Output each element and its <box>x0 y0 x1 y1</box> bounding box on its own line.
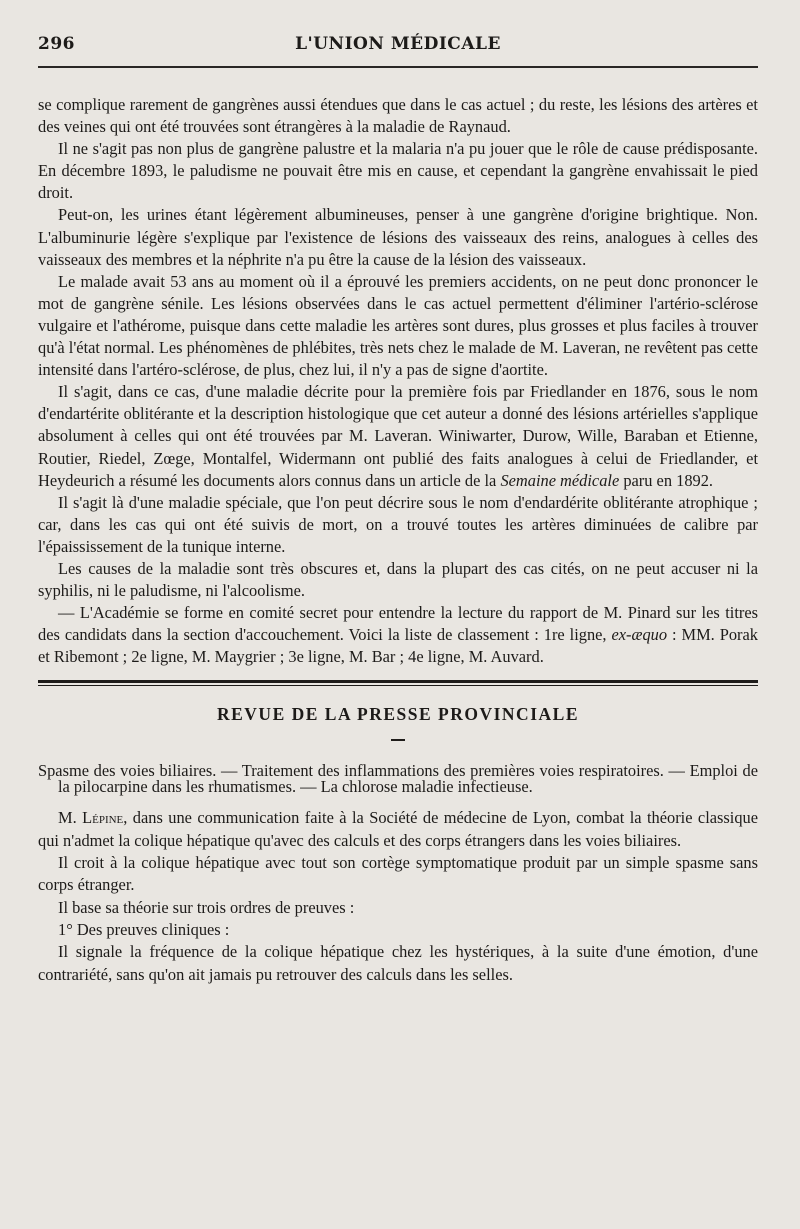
rank-3: 3e <box>288 647 304 667</box>
paragraph: Il ne s'agit pas non plus de gangrène palustre et la malaria n'a pu jouer que le rôle de cause prédisposante. En décembre 1893, le paludisme ne pouvait être mis en cause, et cependant la gangrène envahissait le pied droit. <box>38 139 758 203</box>
rank-text: : MM. Porak et Ribemont ; <box>38 625 758 667</box>
rank-text: ligne, <box>564 625 612 645</box>
paragraph <box>38 602 758 668</box>
paragraph: Les causes de la maladie sont très obscures et, dans la plupart des cas cités, on ne peut accuser ni la syphilis, ni le paludisme, ni l'alcoolisme. <box>38 558 758 601</box>
paragraph: Le malade avait 53 ans au moment où il a éprouvé les premiers accidents, on ne peut donc prononcer le mot de gangrène sénile. Les lésions observées dans le cas actuel permettent d'éliminer l'artério-sclérose vulgaire et l'athérome, puisque dans cette maladie les artères sont dures, plus grosses et plus faciles à trouver qu'à l'état normal. Les phénomènes de phlébites, très nets chez le malade de M. Laveran, ne revêtent pas cette intensité dans l'artéro-sclérose, de plus, chez lui, il n'y a pas de signe d'aortite. <box>38 271 758 380</box>
running-head <box>38 30 758 60</box>
journal-reference: Semaine médicale <box>500 470 620 490</box>
rank-1: 1re <box>543 625 565 645</box>
section-title: REVUE DE LA PRESSE PROVINCIALE <box>216 704 579 725</box>
rank-text: ligne, M. Bar ; <box>303 647 409 667</box>
rank-text: ligne, M. Maygrier ; <box>146 647 289 667</box>
page-number: 296 <box>38 34 75 54</box>
paragraph: Il base sa théorie sur trois ordres de preuves : <box>58 897 355 917</box>
article-continued <box>38 94 758 668</box>
paragraph-text: Il s'agit, dans ce cas, d'une maladie décrite pour la première fois par Friedlander en 1876, sous le nom d'endartérite oblitérante et la description histologique que cet auteur a donné des lésions artérielles s'applique absolument à celles qui ont été trouvées par M. Laveran. Winiwarter, Durow, Wille, Baraban et Etienne, Routier, Riedel, Zœge, Montalfel, Widermann ont publié des faits analogues à celui de Friedlander, et Heydeurich a résumé les documents alors connus dans un article de la <box>38 382 758 490</box>
ex-aequo: ex-æquo <box>611 625 668 645</box>
paragraph <box>38 381 758 491</box>
paragraph: Peut-on, les urines étant légèrement albumineuses, penser à une gangrène d'origine brightique. Non. L'albuminurie légère s'explique par l'existence de lésions des vaisseaux des reins, analogues à celles des vaisseaux des membres et la néphrite n'a pu être la cause de la lésion des vaisseaux. <box>38 205 758 269</box>
author-name: M. Lépine <box>58 808 124 828</box>
paragraph: Il croit à la colique hépatique avec tout son cortège symptomatique produit par un simple spasme sans corps étranger. <box>38 853 758 895</box>
rank-text: ligne, M. Auvard. <box>423 647 544 667</box>
paragraph: se complique rarement de gangrènes aussi étendues que dans le cas actuel ; du reste, les lésions des artères et des veines qui ont été trouvées sont étrangères à la maladie de Raynaud. <box>38 95 758 137</box>
paragraph-text: — L'Académie se forme en comité secret pour entendre la lecture du rapport de M. Pinard sur les titres des candidats dans la section d'accouchement. Voici la liste de classement : <box>38 603 758 645</box>
section-summary: Spasme des voies biliaires. — Traitement des inflammations des premières voies respiratoires. — Emploi de la pilocarpine dans les rhumatismes. — La chlorose maladie infectieuse. <box>38 761 758 797</box>
section-body <box>38 807 758 985</box>
paragraph: 1° Des preuves cliniques : <box>58 919 230 939</box>
paragraph <box>38 807 758 852</box>
section-rule <box>38 680 758 686</box>
paragraph-text: paru en 1892. <box>619 470 714 490</box>
rank-4: 4e <box>408 647 424 667</box>
paragraph: Il signale la fréquence de la colique hépatique chez les hystériques, à la suite d'une émotion, d'une contrariété, sans qu'on ait jamais pu retrouver des calculs dans les selles. <box>38 942 758 984</box>
journal-title: L'UNION MÉDICALE <box>295 34 501 54</box>
header-rule <box>38 66 758 68</box>
section-dash <box>391 739 405 741</box>
paragraph: Il s'agit là d'une maladie spéciale, que l'on peut décrire sous le nom d'endardérite oblitérante atrophique ; car, dans les cas qui ont été suivis de mort, on a trouvé toutes les artères diminuées de calibre par l'épaississement de la tunique interne. <box>38 492 758 556</box>
paragraph-text: , dans une communication faite à la Société de médecine de Lyon, combat la théorie classique qui n'admet la colique hépatique qu'avec des calculs et des corps étrangers dans les voies biliaires. <box>38 808 758 850</box>
rank-2: 2e <box>131 647 147 667</box>
